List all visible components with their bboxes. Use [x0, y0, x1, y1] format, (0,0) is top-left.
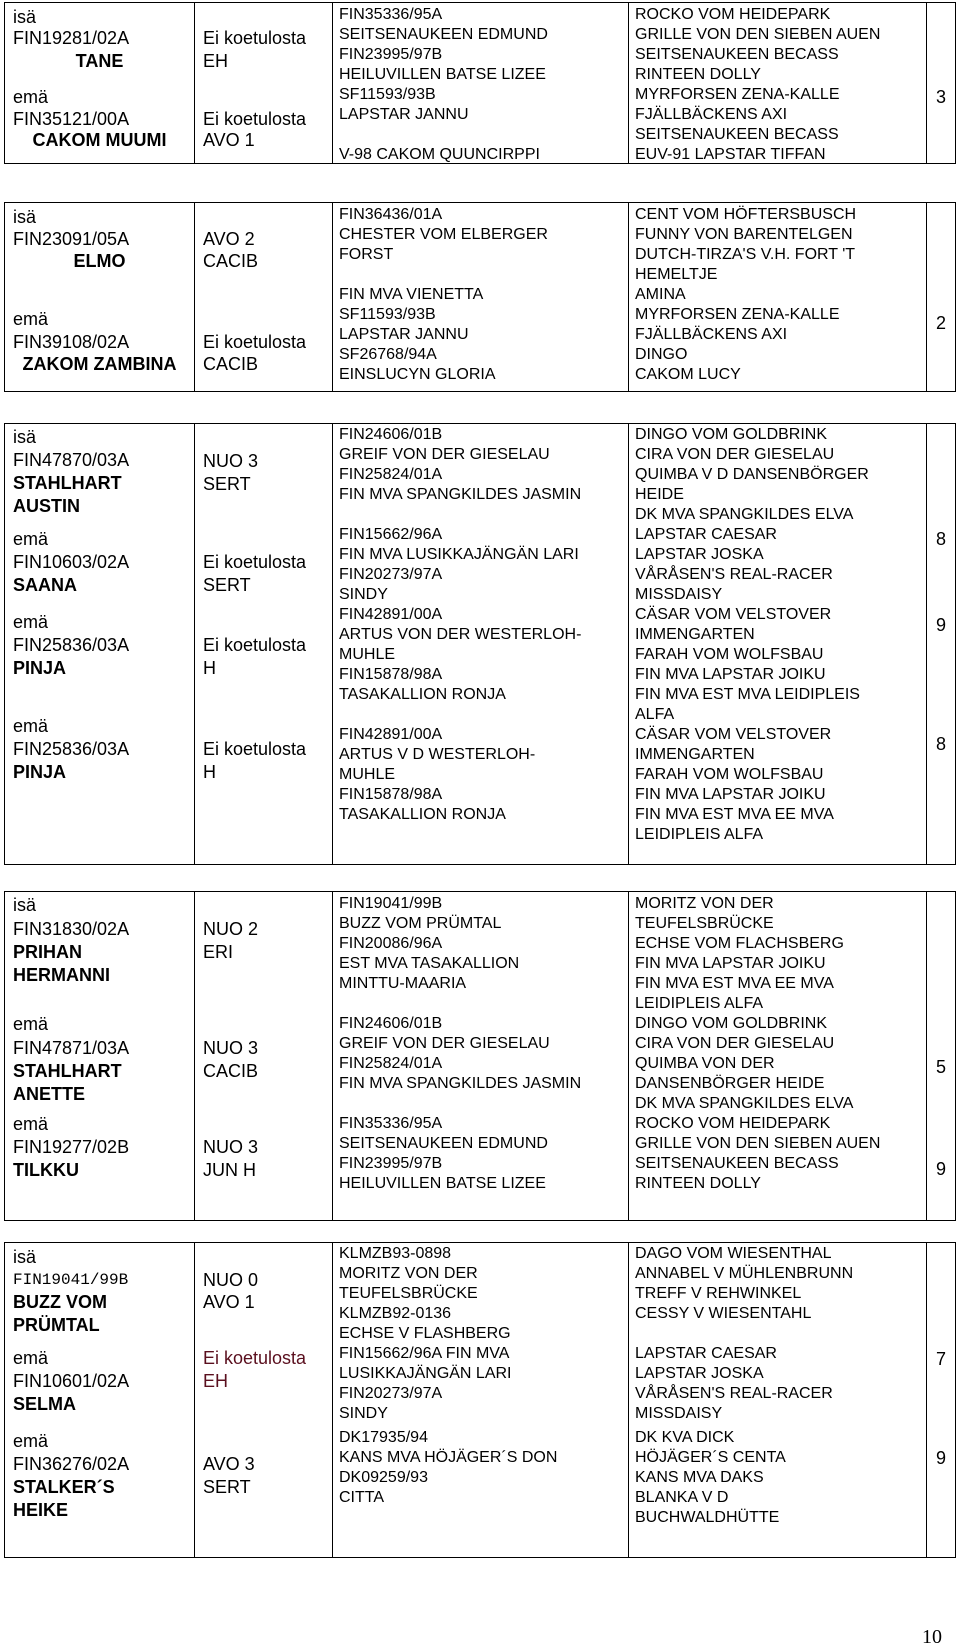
score-number: 3	[935, 87, 946, 107]
parent-line: BUZZ VOM PRÜMTAL	[339, 915, 502, 932]
score-number: 9	[935, 1448, 946, 1468]
grandparent-line: CAKOM LUCY	[635, 366, 741, 383]
grandparents-column	[629, 1243, 927, 1557]
parent-line: V-98 CAKOM QUUNCIRPPI	[339, 146, 540, 163]
parent-line: FIN42891/00A	[339, 726, 443, 743]
grandparent-line: FIN MVA EST MVA EE MVA	[635, 975, 834, 992]
grandparent-line: MYRFORSEN ZENA-KALLE	[635, 86, 840, 103]
reg-number: FIN10603/02A	[13, 552, 130, 572]
parent-line: KLMZB92-0136	[339, 1305, 452, 1322]
score-number: 9	[935, 615, 946, 635]
parent-line: FIN35336/95A	[339, 6, 443, 23]
grandparent-line: DINGO VOM GOLDBRINK	[635, 426, 828, 443]
reg-number: FIN31830/02A	[13, 919, 130, 939]
parent-line: TASAKALLION RONJA	[339, 806, 506, 823]
grandparent-line: HÖJÄGER´S CENTA	[635, 1449, 786, 1466]
grandparent-line: FIN MVA EST MVA EE MVA	[635, 806, 834, 823]
parents-column	[333, 3, 629, 163]
dogs-column	[5, 3, 195, 163]
result-line: Ei koetulosta	[203, 1348, 307, 1368]
role-label: emä	[13, 1431, 49, 1451]
grandparent-line: GRILLE VON DEN SIEBEN AUEN	[635, 1135, 881, 1152]
score-number: 2	[935, 313, 946, 333]
reg-number: FIN47871/03A	[13, 1038, 130, 1058]
parent-line: KLMZB93-0898	[339, 1245, 452, 1262]
result-line: SERT	[203, 575, 251, 595]
dog-name: HERMANNI	[13, 965, 110, 985]
result-line: AVO 3	[203, 1454, 255, 1474]
grandparent-line: TEUFELSBRÜCKE	[635, 915, 774, 932]
parents-column	[333, 424, 629, 864]
grandparent-line: MYRFORSEN ZENA-KALLE	[635, 306, 840, 323]
parent-line: ARTUS VON DER WESTERLOH-	[339, 626, 582, 643]
result-line: JUN H	[203, 1160, 256, 1180]
role-label: emä	[13, 87, 49, 107]
grandparent-line: KANS MVA DAKS	[635, 1469, 764, 1486]
parent-line: HEILUVILLEN BATSE LIZEE	[339, 66, 546, 83]
grandparent-line: CÄSAR VOM VELSTOVER	[635, 606, 832, 623]
reg-number: FIN19281/02A	[13, 28, 130, 48]
role-label: isä	[13, 7, 37, 27]
grandparent-line: VÅRÅSEN'S REAL-RACER	[635, 566, 833, 583]
parent-line: CITTA	[339, 1489, 385, 1506]
grandparents-column	[629, 3, 927, 163]
grandparent-line: IMMENGARTEN	[635, 746, 755, 763]
grandparent-line: DK KVA DICK	[635, 1429, 735, 1446]
role-label: emä	[13, 1014, 49, 1034]
grandparent-line: FUNNY VON BARENTELGEN	[635, 226, 853, 243]
parent-line: FIN36436/01A	[339, 206, 443, 223]
result-line: NUO 3	[203, 451, 259, 471]
entry-block-5	[4, 1242, 956, 1558]
dog-name: PINJA	[13, 658, 67, 678]
grandparent-line: RINTEEN DOLLY	[635, 66, 761, 83]
grandparent-line: CENT VOM HÖFTERSBUSCH	[635, 206, 857, 223]
parent-line: FIN23995/97B	[339, 1155, 443, 1172]
grandparent-line: CIRA VON DER GIESELAU	[635, 446, 835, 463]
grandparents-column	[629, 203, 927, 391]
parent-line: FIN MVA SPANGKILDES JASMIN	[339, 1075, 582, 1092]
result-line: SERT	[203, 474, 251, 494]
grandparent-line: SEITSENAUKEEN BECASS	[635, 126, 839, 143]
parent-line: SF26768/94A	[339, 346, 437, 363]
grandparent-line: ROCKO VOM HEIDEPARK	[635, 1115, 831, 1132]
grandparent-line: BLANKA V D	[635, 1489, 729, 1506]
parent-line: DK09259/93	[339, 1469, 428, 1486]
grandparent-line: LAPSTAR CAESAR	[635, 1345, 777, 1362]
parent-line: FIN19041/99B	[339, 895, 443, 912]
result-line: NUO 2	[203, 919, 259, 939]
parents-column	[333, 1243, 629, 1557]
parent-line: EINSLUCYN GLORIA	[339, 366, 496, 383]
score-number: 9	[935, 1159, 946, 1179]
parent-line: FIN20273/97A	[339, 566, 443, 583]
grandparent-line: FJÄLLBÄCKENS AXI	[635, 326, 788, 343]
grandparent-line: QUIMBA VON DER	[635, 1055, 775, 1072]
parent-line: MORITZ VON DER	[339, 1265, 478, 1282]
grandparent-line: EUV-91 LAPSTAR TIFFAN	[635, 146, 826, 163]
results-column	[195, 424, 333, 864]
dogs-column	[5, 1243, 195, 1557]
result-line: Ei koetulosta	[203, 28, 307, 48]
parent-line: FIN42891/00A	[339, 606, 443, 623]
reg-number: FIN23091/05A	[13, 229, 130, 249]
grandparents-column	[629, 424, 927, 864]
parent-line: FIN25824/01A	[339, 466, 443, 483]
score-column	[927, 3, 955, 163]
grandparent-line: FIN MVA LAPSTAR JOIKU	[635, 955, 826, 972]
parent-line: ARTUS V D WESTERLOH-	[339, 746, 536, 763]
parent-line: DK17935/94	[339, 1429, 428, 1446]
score-number: 8	[935, 529, 946, 549]
dogs-column	[5, 892, 195, 1220]
parent-line: FIN35336/95A	[339, 1115, 443, 1132]
results-column	[195, 892, 333, 1220]
result-line: CACIB	[203, 251, 259, 271]
result-line: NUO 3	[203, 1038, 259, 1058]
grandparent-line: FIN MVA EST MVA LEIDIPLEIS	[635, 686, 860, 703]
reg-number: FIN10601/02A	[13, 1371, 130, 1391]
parent-line: FIN MVA LUSIKKAJÄNGÄN LARI	[339, 546, 579, 563]
parent-line: MUHLE	[339, 766, 396, 783]
role-label: isä	[13, 427, 37, 447]
reg-number: FIN47870/03A	[13, 450, 130, 470]
dog-name: ELMO	[73, 251, 126, 271]
grandparent-line: DK MVA SPANGKILDES ELVA	[635, 1095, 854, 1112]
grandparent-line: ROCKO VOM HEIDEPARK	[635, 6, 831, 23]
grandparent-line: SEITSENAUKEEN BECASS	[635, 46, 839, 63]
grandparent-line: LAPSTAR JOSKA	[635, 1365, 764, 1382]
score-column	[927, 424, 955, 864]
result-line: Ei koetulosta	[203, 739, 307, 759]
dog-name: PRÜMTAL	[13, 1315, 100, 1335]
dog-name: SELMA	[13, 1394, 76, 1414]
parent-line: FIN MVA VIENETTA	[339, 286, 484, 303]
parents-column	[333, 203, 629, 391]
grandparent-line: AMINA	[635, 286, 686, 303]
score-number: 8	[935, 734, 946, 754]
parent-line: CHESTER VOM ELBERGER	[339, 226, 548, 243]
parent-line: FIN15878/98A	[339, 666, 443, 683]
result-line: Ei koetulosta	[203, 332, 307, 352]
grandparent-line: HEIDE	[635, 486, 684, 503]
parent-line: LAPSTAR JANNU	[339, 106, 469, 123]
parent-line: SINDY	[339, 1405, 388, 1422]
parent-line: SEITSENAUKEEN EDMUND	[339, 1135, 548, 1152]
result-line: NUO 0	[203, 1270, 259, 1290]
grandparent-line: VÅRÅSEN'S REAL-RACER	[635, 1385, 833, 1402]
grandparent-line: TREFF V REHWINKEL	[635, 1285, 802, 1302]
parent-line: FIN MVA SPANGKILDES JASMIN	[339, 486, 582, 503]
dog-name: STALKER´S	[13, 1477, 115, 1497]
result-line: H	[203, 658, 216, 678]
result-line: CACIB	[203, 1061, 259, 1081]
grandparent-line: DANSENBÖRGER HEIDE	[635, 1075, 825, 1092]
parent-line: EST MVA TASAKALLION	[339, 955, 520, 972]
grandparent-line: SEITSENAUKEEN BECASS	[635, 1155, 839, 1172]
role-label: emä	[13, 309, 49, 329]
dog-name: HEIKE	[13, 1500, 69, 1520]
dog-name: BUZZ VOM	[13, 1292, 107, 1312]
dogs-column	[5, 424, 195, 864]
score-number: 5	[935, 1057, 946, 1077]
result-line: EH	[203, 1371, 229, 1391]
score-column	[927, 1243, 955, 1557]
reg-number: FIN19041/99B	[13, 1271, 129, 1289]
parent-line: MUHLE	[339, 646, 396, 663]
result-line: H	[203, 762, 216, 782]
grandparent-line: ANNABEL V MÜHLENBRUNN	[635, 1265, 854, 1282]
parent-line: SF11593/93B	[339, 306, 436, 323]
parent-line: FIN15662/96A	[339, 526, 443, 543]
result-line: Ei koetulosta	[203, 635, 307, 655]
dog-name: ZAKOM ZAMBINA	[22, 354, 177, 374]
parent-line: HEILUVILLEN BATSE LIZEE	[339, 1175, 546, 1192]
parent-line: SINDY	[339, 586, 388, 603]
entry-block-1	[4, 2, 956, 164]
grandparent-line: ECHSE VOM FLACHSBERG	[635, 935, 844, 952]
role-label: isä	[13, 895, 37, 915]
grandparent-line: DK MVA SPANGKILDES ELVA	[635, 506, 854, 523]
parent-line: ECHSE V FLASHBERG	[339, 1325, 511, 1342]
dog-name: STAHLHART	[13, 473, 122, 493]
result-line: NUO 3	[203, 1137, 259, 1157]
dog-name: TILKKU	[13, 1160, 79, 1180]
parent-line: FORST	[339, 246, 394, 263]
score-column	[927, 203, 955, 391]
grandparent-line: FIN MVA LAPSTAR JOIKU	[635, 666, 826, 683]
dog-name: PRIHAN	[13, 942, 83, 962]
entry-block-2	[4, 202, 956, 392]
reg-number: FIN39108/02A	[13, 332, 130, 352]
result-line: AVO 1	[203, 1292, 255, 1312]
dog-name: TANE	[75, 51, 124, 71]
parent-line: FIN15878/98A	[339, 786, 443, 803]
grandparent-line: FARAH VOM WOLFSBAU	[635, 646, 824, 663]
grandparent-line: RINTEEN DOLLY	[635, 1175, 761, 1192]
dog-name: ANETTE	[13, 1084, 85, 1104]
grandparent-line: LEIDIPLEIS ALFA	[635, 826, 764, 843]
reg-number: FIN25836/03A	[13, 739, 130, 759]
grandparent-line: ALFA	[635, 706, 675, 723]
grandparent-line: FIN MVA LAPSTAR JOIKU	[635, 786, 826, 803]
grandparent-line: CESSY V WIESENTAHL	[635, 1305, 812, 1322]
parent-line: GREIF VON DER GIESELAU	[339, 446, 550, 463]
entry-block-3	[4, 423, 956, 865]
result-line: EH	[203, 51, 229, 71]
parent-line: SEITSENAUKEEN EDMUND	[339, 26, 548, 43]
reg-number: FIN25836/03A	[13, 635, 130, 655]
grandparent-line: BUCHWALDHÜTTE	[635, 1509, 780, 1526]
grandparent-line: MISSDAISY	[635, 586, 723, 603]
reg-number: FIN35121/00A	[13, 109, 130, 129]
role-label: emä	[13, 1114, 49, 1134]
dog-name: AUSTIN	[13, 496, 80, 516]
grandparent-line: DINGO VOM GOLDBRINK	[635, 1015, 828, 1032]
role-label: emä	[13, 1348, 49, 1368]
grandparent-line: DUTCH-TIRZA'S V.H. FORT 'T	[635, 246, 856, 263]
role-label: emä	[13, 716, 49, 736]
dogs-column	[5, 203, 195, 391]
parent-line: FIN24606/01B	[339, 426, 443, 443]
grandparent-line: GRILLE VON DEN SIEBEN AUEN	[635, 26, 881, 43]
page-number: 10	[922, 1626, 942, 1648]
grandparent-line: QUIMBA V D DANSENBÖRGER	[635, 466, 869, 483]
grandparent-line: MORITZ VON DER	[635, 895, 774, 912]
parent-line: FIN20273/97A	[339, 1385, 443, 1402]
parent-line: GREIF VON DER GIESELAU	[339, 1035, 550, 1052]
parent-line: TASAKALLION RONJA	[339, 686, 506, 703]
parents-column	[333, 892, 629, 1220]
dog-name: CAKOM MUUMI	[32, 130, 167, 150]
results-column	[195, 3, 333, 163]
parent-line: TEUFELSBRÜCKE	[339, 1285, 478, 1302]
grandparent-line: LAPSTAR JOSKA	[635, 546, 764, 563]
parent-line: LUSIKKAJÄNGÄN LARI	[339, 1365, 512, 1382]
grandparent-line: FARAH VOM WOLFSBAU	[635, 766, 824, 783]
parent-line: FIN23995/97B	[339, 46, 443, 63]
parent-line: FIN20086/96A	[339, 935, 443, 952]
parent-line: LAPSTAR JANNU	[339, 326, 469, 343]
result-line: CACIB	[203, 354, 259, 374]
grandparent-line: MISSDAISY	[635, 1405, 723, 1422]
parent-line: MINTTU-MAARIA	[339, 975, 467, 992]
results-column	[195, 1243, 333, 1557]
grandparent-line: LEIDIPLEIS ALFA	[635, 995, 764, 1012]
parent-line: SF11593/93B	[339, 86, 436, 103]
parent-line: FIN25824/01A	[339, 1055, 443, 1072]
result-line: SERT	[203, 1477, 251, 1497]
reg-number: FIN36276/02A	[13, 1454, 130, 1474]
grandparent-line: FJÄLLBÄCKENS AXI	[635, 106, 788, 123]
grandparent-line: DAGO VOM WIESENTHAL	[635, 1245, 832, 1262]
grandparent-line: CÄSAR VOM VELSTOVER	[635, 726, 832, 743]
results-column	[195, 203, 333, 391]
result-line: ERI	[203, 942, 234, 962]
result-line: Ei koetulosta	[203, 552, 307, 572]
grandparent-line: HEMELTJE	[635, 266, 718, 283]
result-line: Ei koetulosta	[203, 109, 307, 129]
grandparent-line: DINGO	[635, 346, 688, 363]
reg-number: FIN19277/02B	[13, 1137, 130, 1157]
parent-line: KANS MVA HÖJÄGER´S DON	[339, 1449, 558, 1466]
result-line: AVO 2	[203, 229, 255, 249]
score-number: 7	[935, 1349, 946, 1369]
grandparents-column	[629, 892, 927, 1220]
entry-block-4	[4, 891, 956, 1221]
role-label: emä	[13, 612, 49, 632]
parent-line: FIN24606/01B	[339, 1015, 443, 1032]
role-label: isä	[13, 1247, 37, 1267]
grandparent-line: IMMENGARTEN	[635, 626, 755, 643]
grandparent-line: CIRA VON DER GIESELAU	[635, 1035, 835, 1052]
score-column	[927, 892, 955, 1220]
dog-name: PINJA	[13, 762, 67, 782]
dog-name: SAANA	[13, 575, 78, 595]
role-label: isä	[13, 207, 37, 227]
dog-name: STAHLHART	[13, 1061, 122, 1081]
parent-line: FIN15662/96A FIN MVA	[339, 1345, 510, 1362]
grandparent-line: LAPSTAR CAESAR	[635, 526, 777, 543]
role-label: emä	[13, 529, 49, 549]
result-line: AVO 1	[203, 130, 255, 150]
